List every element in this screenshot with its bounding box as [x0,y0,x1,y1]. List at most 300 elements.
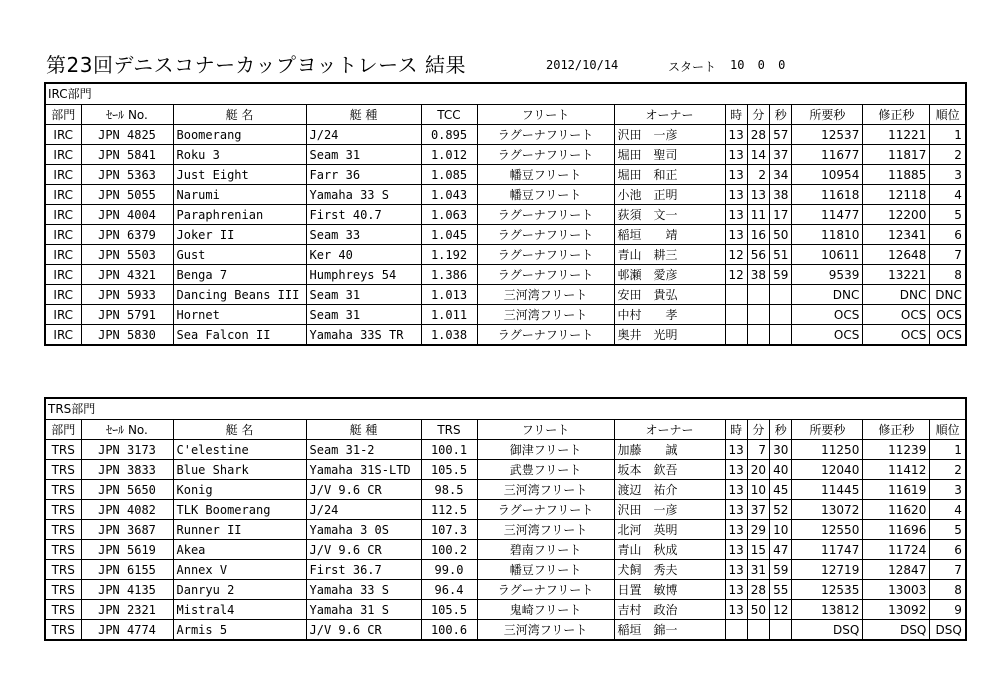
fleet-cell: 碧南フリート [477,540,614,560]
division-cell: IRC [45,245,81,265]
table-row [45,480,966,500]
boat-name-cell: Hornet [173,305,306,325]
owner-cell: 邨瀬 愛彦 [614,265,725,285]
rating-cell: 105.5 [421,460,477,480]
sail-number-cell: JPN 3833 [81,460,173,480]
hour-cell: 13 [725,460,747,480]
boat-type-cell: Yamaha 33 S [306,580,421,600]
rank-cell: 1 [930,125,966,145]
boat-name-cell: Gust [173,245,306,265]
column-header-owner: オーナー [614,420,725,440]
rank-cell: 6 [930,225,966,245]
column-header-second: 秒 [770,105,792,125]
minute-cell: 16 [747,225,769,245]
fleet-cell: 幡豆フリート [477,165,614,185]
division-cell: TRS [45,600,81,620]
table-row [45,205,966,225]
irc-results-table [44,82,967,346]
fleet-cell: ラグーナフリート [477,500,614,520]
second-cell: 10 [770,520,792,540]
hour-cell [725,285,747,305]
hour-cell [725,620,747,641]
column-header-fleet: フリート [477,105,614,125]
minute-cell: 29 [747,520,769,540]
table-row [45,620,966,641]
boat-type-cell: Farr 36 [306,165,421,185]
boat-name-cell: Armis 5 [173,620,306,641]
boat-name-cell: Mistral4 [173,600,306,620]
rank-cell: 5 [930,520,966,540]
sail-number-cell: JPN 5619 [81,540,173,560]
table-row [45,245,966,265]
sail-number-cell: JPN 4135 [81,580,173,600]
minute-cell: 13 [747,185,769,205]
owner-cell: 吉村 政治 [614,600,725,620]
column-header-rank: 順位 [930,105,966,125]
boat-name-cell: Runner II [173,520,306,540]
boat-type-cell: J/V 9.6 CR [306,620,421,641]
owner-cell: 堀田 聖司 [614,145,725,165]
owner-cell: 北河 英明 [614,520,725,540]
division-cell: IRC [45,285,81,305]
elapsed-seconds-cell: 9539 [792,265,863,285]
owner-cell: 稲垣 靖 [614,225,725,245]
hour-cell: 13 [725,580,747,600]
second-cell: 40 [770,460,792,480]
fleet-cell: ラグーナフリート [477,265,614,285]
sail-number-cell: JPN 3687 [81,520,173,540]
rating-cell: 1.038 [421,325,477,346]
second-cell: 55 [770,580,792,600]
table-row [45,540,966,560]
column-header-rank: 順位 [930,420,966,440]
sail-number-cell: JPN 3173 [81,440,173,460]
second-cell: 37 [770,145,792,165]
division-cell: TRS [45,500,81,520]
column-header-row [45,105,966,125]
owner-cell: 青山 耕三 [614,245,725,265]
rating-cell: 1.011 [421,305,477,325]
boat-type-cell: Seam 31 [306,285,421,305]
second-cell: 52 [770,500,792,520]
hour-cell: 13 [725,560,747,580]
sail-number-cell: JPN 5841 [81,145,173,165]
fleet-cell: ラグーナフリート [477,125,614,145]
race-date: 2012/10/14 [546,58,619,72]
sail-number-cell: JPN 5830 [81,325,173,346]
elapsed-seconds-cell: 11477 [792,205,863,225]
division-cell: IRC [45,205,81,225]
minute-cell: 28 [747,125,769,145]
boat-type-cell: Humphreys 54 [306,265,421,285]
fleet-cell: ラグーナフリート [477,145,614,165]
column-header-corrected-seconds: 修正秒 [863,105,930,125]
corrected-seconds-cell: 11412 [863,460,930,480]
column-header-elapsed-seconds: 所要秒 [792,420,863,440]
boat-type-cell: Ker 40 [306,245,421,265]
second-cell: 47 [770,540,792,560]
column-header-rating: TCC [421,105,477,125]
division-cell: IRC [45,185,81,205]
minute-cell [747,285,769,305]
minute-cell: 7 [747,440,769,460]
elapsed-seconds-cell: 12550 [792,520,863,540]
rank-cell: 2 [930,145,966,165]
elapsed-seconds-cell: 11747 [792,540,863,560]
hour-cell: 13 [725,165,747,185]
sail-number-cell: JPN 5363 [81,165,173,185]
boat-name-cell: Narumi [173,185,306,205]
report-header [46,52,956,78]
corrected-seconds-cell: DNC [863,285,930,305]
column-header-division: 部門 [45,420,81,440]
elapsed-seconds-cell: 11445 [792,480,863,500]
corrected-seconds-cell: 11724 [863,540,930,560]
minute-cell: 20 [747,460,769,480]
fleet-cell: 三河湾フリート [477,520,614,540]
boat-type-cell: Yamaha 31 S [306,600,421,620]
boat-name-cell: Benga 7 [173,265,306,285]
start-time: 10 0 0 [730,58,786,72]
corrected-seconds-cell: 12341 [863,225,930,245]
elapsed-seconds-cell: OCS [792,325,863,346]
rating-cell: 112.5 [421,500,477,520]
sail-number-cell: JPN 4825 [81,125,173,145]
division-cell: TRS [45,460,81,480]
rank-cell: 2 [930,460,966,480]
boat-name-cell: Danryu 2 [173,580,306,600]
table-row [45,560,966,580]
rating-cell: 1.192 [421,245,477,265]
minute-cell: 11 [747,205,769,225]
owner-cell: 荻須 文一 [614,205,725,225]
rank-cell: OCS [930,305,966,325]
boat-type-cell: Seam 31 [306,145,421,165]
rating-cell: 1.063 [421,205,477,225]
elapsed-seconds-cell: 11677 [792,145,863,165]
minute-cell: 37 [747,500,769,520]
division-cell: IRC [45,265,81,285]
boat-name-cell: Roku 3 [173,145,306,165]
minute-cell: 38 [747,265,769,285]
sail-number-cell: JPN 4774 [81,620,173,641]
minute-cell: 50 [747,600,769,620]
column-header-row [45,420,966,440]
boat-name-cell: C'elestine [173,440,306,460]
corrected-seconds-cell: 11239 [863,440,930,460]
boat-type-cell: J/V 9.6 CR [306,480,421,500]
fleet-cell: 三河湾フリート [477,285,614,305]
boat-type-cell: Seam 33 [306,225,421,245]
column-header-minute: 分 [747,105,769,125]
sail-number-cell: JPN 4321 [81,265,173,285]
trs-results-table [44,397,967,641]
boat-type-cell: J/24 [306,125,421,145]
hour-cell: 13 [725,600,747,620]
rank-cell: 4 [930,500,966,520]
rating-cell: 99.0 [421,560,477,580]
minute-cell: 2 [747,165,769,185]
boat-name-cell: Just Eight [173,165,306,185]
second-cell [770,325,792,346]
start-label: スタート [668,60,717,74]
division-cell: IRC [45,325,81,346]
hour-cell: 13 [725,480,747,500]
minute-cell: 28 [747,580,769,600]
minute-cell [747,305,769,325]
division-cell: TRS [45,520,81,540]
owner-cell: 奥井 光明 [614,325,725,346]
rating-cell: 107.3 [421,520,477,540]
fleet-cell: 幡豆フリート [477,185,614,205]
division-cell: TRS [45,580,81,600]
section-title: IRC部門 [45,83,966,105]
column-header-sail-number: ｾｰﾙ No. [81,105,173,125]
boat-name-cell: Sea Falcon II [173,325,306,346]
second-cell: 34 [770,165,792,185]
boat-name-cell: Joker II [173,225,306,245]
fleet-cell: ラグーナフリート [477,245,614,265]
fleet-cell: 武豊フリート [477,460,614,480]
sail-number-cell: JPN 5055 [81,185,173,205]
owner-cell: 青山 秋成 [614,540,725,560]
corrected-seconds-cell: OCS [863,305,930,325]
boat-type-cell: Yamaha 31S-LTD [306,460,421,480]
column-header-fleet: フリート [477,420,614,440]
boat-type-cell: Yamaha 33 S [306,185,421,205]
minute-cell [747,620,769,641]
hour-cell: 13 [725,540,747,560]
sail-number-cell: JPN 5503 [81,245,173,265]
boat-name-cell: Akea [173,540,306,560]
sail-number-cell: JPN 5791 [81,305,173,325]
division-cell: TRS [45,480,81,500]
table-row [45,305,966,325]
minute-cell: 31 [747,560,769,580]
hour-cell: 13 [725,520,747,540]
fleet-cell: 幡豆フリート [477,560,614,580]
owner-cell: 犬飼 秀夫 [614,560,725,580]
rating-cell: 100.6 [421,620,477,641]
division-cell: TRS [45,540,81,560]
table-row [45,325,966,346]
boat-name-cell: Dancing Beans III [173,285,306,305]
minute-cell: 56 [747,245,769,265]
section-title: TRS部門 [45,398,966,420]
division-cell: IRC [45,305,81,325]
division-cell: TRS [45,560,81,580]
elapsed-seconds-cell: 12537 [792,125,863,145]
second-cell [770,285,792,305]
corrected-seconds-cell: DSQ [863,620,930,641]
owner-cell: 沢田 一彦 [614,500,725,520]
corrected-seconds-cell: 12648 [863,245,930,265]
hour-cell: 13 [725,205,747,225]
rank-cell: 7 [930,560,966,580]
second-cell [770,305,792,325]
elapsed-seconds-cell: 12719 [792,560,863,580]
sail-number-cell: JPN 4082 [81,500,173,520]
boat-name-cell: Konig [173,480,306,500]
boat-name-cell: Blue Shark [173,460,306,480]
sail-number-cell: JPN 5650 [81,480,173,500]
owner-cell: 中村 孝 [614,305,725,325]
rating-cell: 98.5 [421,480,477,500]
second-cell: 12 [770,600,792,620]
division-cell: TRS [45,440,81,460]
rank-cell: 5 [930,205,966,225]
table-row [45,125,966,145]
second-cell: 59 [770,560,792,580]
hour-cell: 13 [725,225,747,245]
division-cell: IRC [45,225,81,245]
rating-cell: 1.386 [421,265,477,285]
elapsed-seconds-cell: 12040 [792,460,863,480]
second-cell: 17 [770,205,792,225]
corrected-seconds-cell: 13221 [863,265,930,285]
boat-name-cell: Annex V [173,560,306,580]
table-row [45,460,966,480]
column-header-corrected-seconds: 修正秒 [863,420,930,440]
division-cell: IRC [45,165,81,185]
minute-cell: 10 [747,480,769,500]
corrected-seconds-cell: 11221 [863,125,930,145]
boat-type-cell: J/V 9.6 CR [306,540,421,560]
fleet-cell: ラグーナフリート [477,325,614,346]
corrected-seconds-cell: 11885 [863,165,930,185]
boat-type-cell: Seam 31 [306,305,421,325]
minute-cell: 15 [747,540,769,560]
boat-type-cell: Yamaha 3 0S [306,520,421,540]
column-header-rating: TRS [421,420,477,440]
rating-cell: 1.085 [421,165,477,185]
elapsed-seconds-cell: 12535 [792,580,863,600]
hour-cell: 13 [725,125,747,145]
column-header-boat-name: 艇 名 [173,420,306,440]
rating-cell: 1.045 [421,225,477,245]
second-cell: 30 [770,440,792,460]
rank-cell: DSQ [930,620,966,641]
table-row [45,580,966,600]
hour-cell [725,305,747,325]
rank-cell: 1 [930,440,966,460]
sail-number-cell: JPN 4004 [81,205,173,225]
rating-cell: 100.2 [421,540,477,560]
rating-cell: 105.5 [421,600,477,620]
elapsed-seconds-cell: 11810 [792,225,863,245]
second-cell: 50 [770,225,792,245]
column-header-elapsed-seconds: 所要秒 [792,105,863,125]
boat-name-cell: Paraphrenian [173,205,306,225]
corrected-seconds-cell: 12118 [863,185,930,205]
owner-cell: 堀田 和正 [614,165,725,185]
fleet-cell: ラグーナフリート [477,580,614,600]
fleet-cell: 御津フリート [477,440,614,460]
boat-type-cell: Yamaha 33S TR [306,325,421,346]
hour-cell: 13 [725,185,747,205]
second-cell: 45 [770,480,792,500]
second-cell [770,620,792,641]
column-header-sail-number: ｾｰﾙ No. [81,420,173,440]
page-title: 第23回デニスコナーカップヨットレース 結果 [46,53,467,77]
fleet-cell: 三河湾フリート [477,480,614,500]
rank-cell: 3 [930,480,966,500]
fleet-cell: 三河湾フリート [477,620,614,641]
minute-cell [747,325,769,346]
owner-cell: 稲垣 錦一 [614,620,725,641]
rating-cell: 1.043 [421,185,477,205]
rank-cell: 6 [930,540,966,560]
owner-cell: 安田 貴弘 [614,285,725,305]
elapsed-seconds-cell: DSQ [792,620,863,641]
fleet-cell: 三河湾フリート [477,305,614,325]
rank-cell: DNC [930,285,966,305]
corrected-seconds-cell: 11817 [863,145,930,165]
table-row [45,500,966,520]
rating-cell: 1.012 [421,145,477,165]
hour-cell [725,325,747,346]
column-header-hour: 時 [725,105,747,125]
hour-cell: 13 [725,500,747,520]
table-row [45,185,966,205]
rank-cell: 9 [930,600,966,620]
owner-cell: 沢田 一彦 [614,125,725,145]
boat-name-cell: TLK Boomerang [173,500,306,520]
fleet-cell: 鬼崎フリート [477,600,614,620]
rating-cell: 0.895 [421,125,477,145]
sail-number-cell: JPN 2321 [81,600,173,620]
boat-type-cell: First 40.7 [306,205,421,225]
corrected-seconds-cell: 12200 [863,205,930,225]
table-row [45,225,966,245]
second-cell: 38 [770,185,792,205]
column-header-minute: 分 [747,420,769,440]
corrected-seconds-cell: OCS [863,325,930,346]
hour-cell: 13 [725,145,747,165]
rank-cell: OCS [930,325,966,346]
owner-cell: 小池 正明 [614,185,725,205]
rank-cell: 4 [930,185,966,205]
table-row [45,600,966,620]
fleet-cell: ラグーナフリート [477,225,614,245]
elapsed-seconds-cell: OCS [792,305,863,325]
owner-cell: 日置 敏博 [614,580,725,600]
elapsed-seconds-cell: 10954 [792,165,863,185]
hour-cell: 12 [725,265,747,285]
table-row [45,520,966,540]
column-header-division: 部門 [45,105,81,125]
sail-number-cell: JPN 6379 [81,225,173,245]
table-row [45,440,966,460]
column-header-second: 秒 [770,420,792,440]
column-header-hour: 時 [725,420,747,440]
elapsed-seconds-cell: 11618 [792,185,863,205]
corrected-seconds-cell: 13092 [863,600,930,620]
boat-type-cell: J/24 [306,500,421,520]
rank-cell: 8 [930,265,966,285]
boat-type-cell: First 36.7 [306,560,421,580]
elapsed-seconds-cell: 11250 [792,440,863,460]
trs-section-header [45,398,966,420]
hour-cell: 13 [725,440,747,460]
elapsed-seconds-cell: 10611 [792,245,863,265]
rating-cell: 100.1 [421,440,477,460]
sail-number-cell: JPN 6155 [81,560,173,580]
corrected-seconds-cell: 13003 [863,580,930,600]
irc-section-header [45,83,966,105]
rank-cell: 8 [930,580,966,600]
division-cell: IRC [45,145,81,165]
